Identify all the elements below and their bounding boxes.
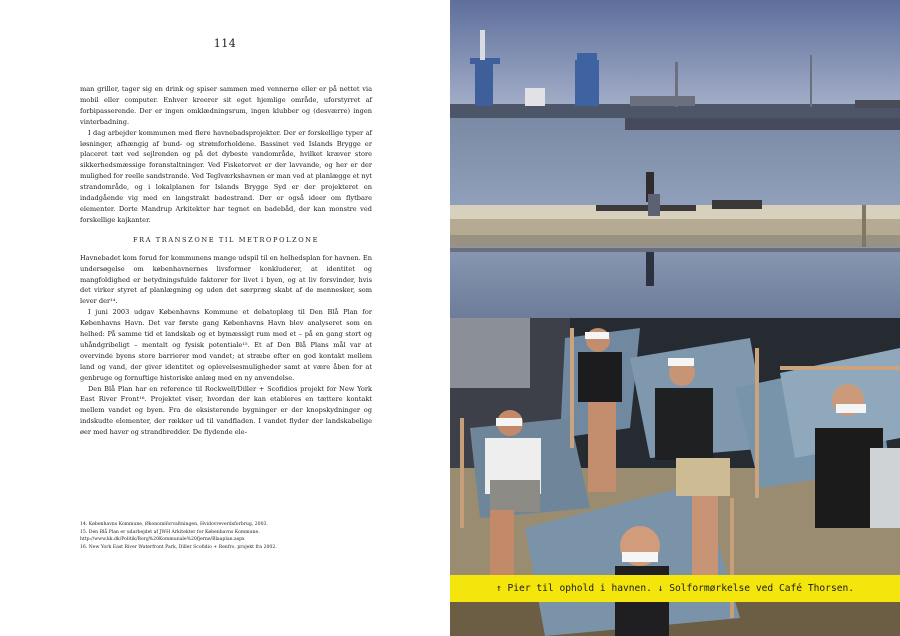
paragraph: I dag arbejder kommunen med flere havnebadsprojekter. Der er forskellige typer af løsninger, afhængig af bund- og strømforholdene. Bassinet ved Islands Brygge er placeret tæt ved sejlrenden og på det dybeste vandområde, hvilket kræver store sikkerhedsmæssige foranstaltninger. Ved Fisketorvet er der lavvande, og her er der mulighed for reelle sandstrande. Ved Teglværkshavnen er man ved at planlægge et nyt strandområde, og i lokalplanen for Islands Brygge Syd er der projekteret en indadgående vig med en langstrakt badestrand. Der er også ideer om flytbare elementer. Dorte Mandrup Arkitekter har tegnet en badebåd, der kan monstre ved forskellige kajkanter. <box>80 128 372 224</box>
paragraph: man griller, tager sig en drink og spiser sammen med vennerne eller er på nettet via mobil eller computer. Enhver kreerer sit eget hjemlige område, uforstyrret af forbipasserende. Der er ingen omklædningsrum, ingen klubber og (desværre) ingen vinterbadning. <box>80 85 372 126</box>
paragraph: I juni 2003 udgav Københavns Kommune et debatoplæg til Den Blå Plan for Københavns Havn. Det var første gang Københavns Havn blev analyseret som en helhed: På samme tid et landskab og et bymæssigt rum med et – på en gang stort og uhåndgribeligt – mentalt og fysisk potentiale¹⁵. Et af Den Blå Plans mål var at overvinde byens store barrierer mod vandet; at stræbe efter en god kontakt mellem land og vand, der giver identitet og oplevelsesmuligheder samt at være åben for at genbruge og fornuftige historiske anlæg med en ny anvendelse. <box>80 308 372 382</box>
harbour-pier-photo <box>450 0 900 318</box>
paragraph: Den Blå Plan har en reference til Rockwell/Diller + Scofidios projekt for New York East River Front¹⁶. Projektet viser, hvordan der kan etableres en tættere kontakt mellem vandet og byen. Fra de eksisterende bygninger er der knopskydninger og indskudte elementer, der rækker ud til vandfladen. I vandet flyder der landskabelige øer med haver og strandbredder. De flydende ele- <box>80 384 372 437</box>
photo-caption: ↑ Pier til ophold i havnen. ↓ Solformørkelse ved Café Thorsen. <box>450 575 900 602</box>
footnotes <box>80 521 372 551</box>
footnote: 15. Den Blå Plan er udarbejdet af JWH Arkitekter for Københavns Kommune. http://www.kk.dk/Politik/Borg%20Kommunale%20fjerne/Blaaplan.aspx <box>80 529 260 543</box>
page-number: 114 <box>213 37 237 50</box>
section-heading: FRA TRANSZONE TIL METROPOLZONE <box>132 235 320 244</box>
right-page <box>450 0 900 636</box>
body-text <box>80 84 372 438</box>
paragraph: Havnebadet kom forud for kommunens mange udspil til en helhedsplan for havnen. En undersøgelse om københavnernes livsformer konkluderer, at identitet og mangfoldighed er betydningsfulde faktorer for livet i byen, og at liv forsvinder, hvis det virker styret af planlægning og uden det særpræg skabt af de mennesker, som lever der¹⁴. <box>80 253 372 306</box>
footnote: 16. New York East River Waterfront Park, Diller Scofidio + Renfro, projekt fra 2002. <box>80 544 277 550</box>
footnote: 14. Københavns Kommune, Økonomiforvaltningen, Hvidovreverdsforbrug, 2003. <box>80 522 268 527</box>
